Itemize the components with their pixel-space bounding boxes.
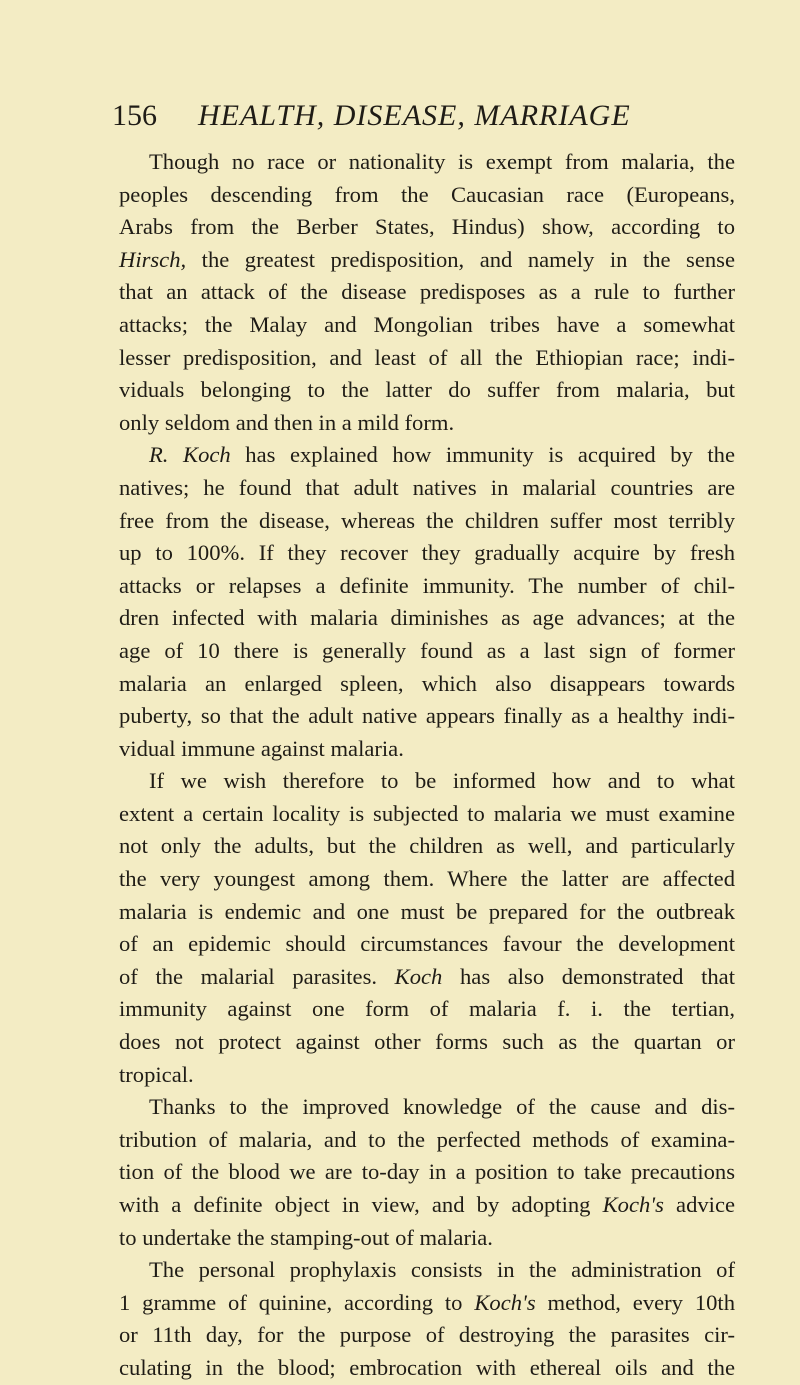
line-text: has also demonstrated that <box>442 963 735 989</box>
line-text: of the malarial parasites. <box>119 963 395 989</box>
text-line: not only the adults, but the children as well, and particularly <box>119 833 735 859</box>
text-line: If we wish therefore to be informed how and to what <box>149 768 735 794</box>
text-line: immunity against one form of malaria f. i. the tertian, <box>119 996 735 1022</box>
text-line: extent a certain locality is subjected to malaria we must examine <box>119 800 735 826</box>
text-line: tion of the blood we are to-day in a position to take precautions <box>119 1159 735 1185</box>
text-line: age of 10 there is generally found as a last sign of former <box>119 637 735 663</box>
italic-name: R. Koch <box>149 442 231 468</box>
text-line: The personal prophylaxis consists in the administration of <box>149 1257 735 1283</box>
text-line: puberty, so that the adult native appears finally as a healthy indi- <box>119 703 735 729</box>
text-line <box>119 1287 735 1320</box>
text-line: attacks or relapses a definite immunity. The number of chil- <box>119 572 735 598</box>
text-line: of an epidemic should circumstances favour the development <box>119 931 735 957</box>
text-line: Though no race or nationality is exempt from malaria, the <box>149 149 735 174</box>
line-text: has explained how immunity is acquired by the <box>230 442 735 468</box>
text-line: viduals belonging to the latter do suffer from malaria, but <box>119 377 735 403</box>
text-line: tribution of malaria, and to the perfected methods of examina- <box>119 1126 735 1152</box>
body-text <box>119 146 735 1385</box>
text-line: to undertake the stamping-out of malaria. <box>119 1224 493 1250</box>
line-text: method, every 10th <box>535 1289 735 1315</box>
text-line: lesser predisposition, and least of all the Ethiopian race; indi- <box>119 344 735 370</box>
running-head <box>112 96 732 136</box>
text-line: only seldom and then in a mild form. <box>119 409 455 435</box>
italic-name: Hirsch, <box>119 246 187 272</box>
running-title: HEALTH, DISEASE, MARRIAGE <box>198 99 631 132</box>
text-line <box>119 1189 735 1222</box>
text-line: the very youngest among them. Where the latter are affected <box>119 866 735 892</box>
text-line: Arabs from the Berber States, Hindus) show, according to <box>119 214 735 240</box>
text-line: vidual immune against malaria. <box>119 735 404 761</box>
page-number: 156 <box>112 99 157 132</box>
text-line: tropical. <box>119 1061 194 1087</box>
line-text: advice <box>663 1192 735 1217</box>
text-line: attacks; the Malay and Mongolian tribes have a somewhat <box>119 311 735 337</box>
text-line: Thanks to the improved knowledge of the cause and dis- <box>149 1094 735 1120</box>
line-text: the greatest predisposition, and namely in the sense <box>186 246 735 272</box>
text-line: natives; he found that adult natives in malarial countries are <box>119 474 735 500</box>
text-line: malaria is endemic and one must be prepared for the outbreak <box>119 898 735 924</box>
line-text: 1 gramme of quinine, according to <box>119 1289 475 1315</box>
line-text: with a definite object in view, and by adopting <box>119 1192 603 1217</box>
text-line: malaria an enlarged spleen, which also disappears towards <box>119 670 735 696</box>
text-line: free from the disease, whereas the children suffer most terribly <box>119 507 735 533</box>
text-line <box>119 961 735 994</box>
text-line: that an attack of the disease predisposes as a rule to further <box>119 279 735 305</box>
text-line <box>119 244 735 277</box>
text-line: up to 100%. If they recover they gradually acquire by fresh <box>119 540 735 566</box>
text-line: does not protect against other forms such as the quartan or <box>119 1029 735 1055</box>
italic-name: Koch <box>394 963 443 989</box>
text-line: or 11th day, for the purpose of destroying the parasites cir- <box>119 1322 735 1348</box>
text-line: dren infected with malaria diminishes as age advances; at the <box>119 605 735 631</box>
italic-name: Koch's <box>474 1289 536 1315</box>
text-line: peoples descending from the Caucasian race (Europeans, <box>119 181 735 207</box>
italic-name: Koch's <box>602 1192 664 1217</box>
text-line: culating in the blood; embrocation with ethereal oils and the <box>119 1354 735 1380</box>
text-line <box>119 439 735 472</box>
